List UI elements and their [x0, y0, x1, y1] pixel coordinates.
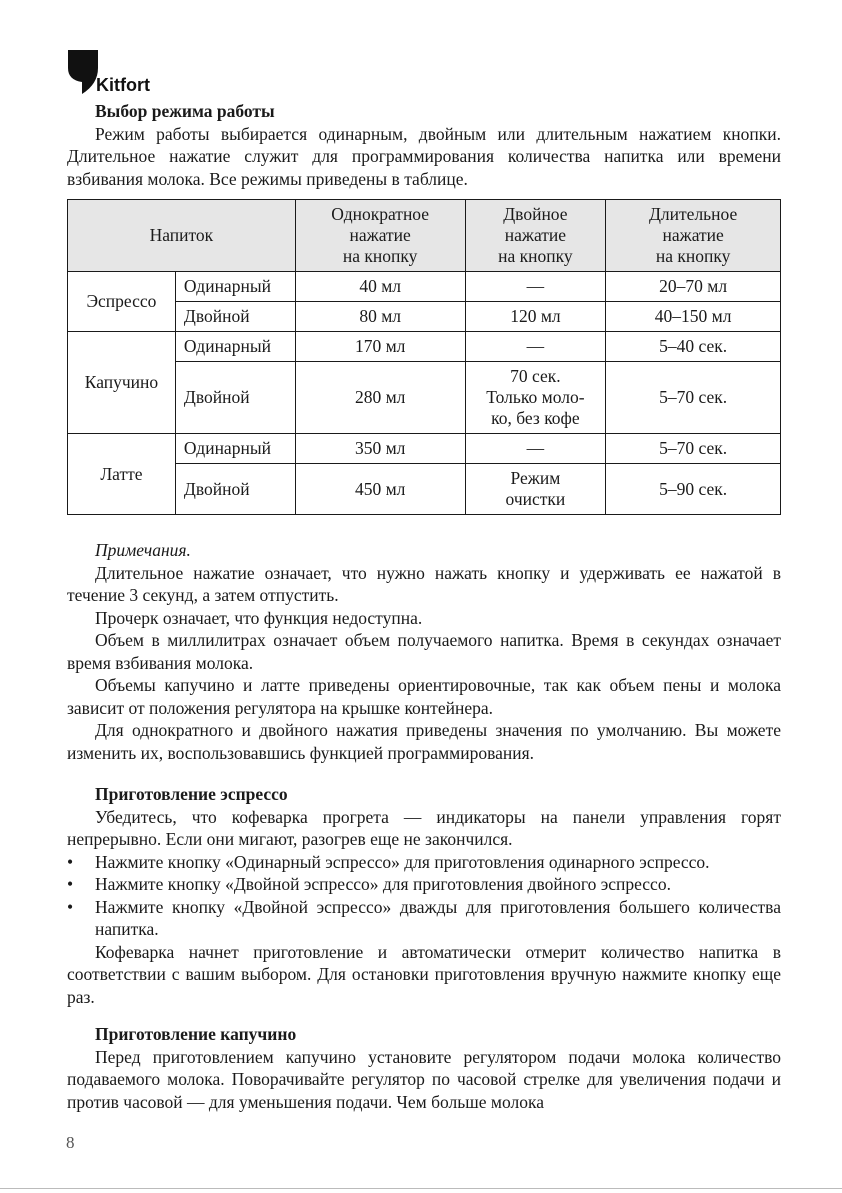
cell-single: 450 мл	[295, 464, 465, 515]
cell-long: 40–150 мл	[606, 302, 781, 332]
cell-long: 5–90 сек.	[606, 464, 781, 515]
cell-single: 80 мл	[295, 302, 465, 332]
bullet-icon: •	[67, 874, 74, 894]
list-item	[67, 873, 781, 896]
list-item-text: Нажмите кнопку «Двойной эспрессо» для приготовления двойного эспрессо.	[95, 874, 671, 894]
list-item	[67, 896, 781, 941]
cell-single: 350 мл	[295, 434, 465, 464]
notes-heading: Примечания.	[95, 540, 191, 560]
note-item: Для однократного и двойного нажатия приведены значения по умолчанию. Вы можете изменить их, воспользовавшись функцией программирования.	[67, 720, 781, 763]
cell-line: 70 сек.	[510, 366, 561, 386]
cell-single: 170 мл	[295, 332, 465, 362]
list-item	[67, 851, 781, 874]
list-item-text: Нажмите кнопку «Двойной эспрессо» дважды для приготовления большего количества напитка.	[95, 896, 781, 939]
section-title: Приготовление эспрессо	[95, 784, 288, 804]
group-cappuccino: Капучино	[68, 332, 176, 434]
group-espresso: Эспрессо	[68, 272, 176, 332]
section-intro: Убедитесь, что кофеварка прогрета — индикаторы на панели управления горят непрерывно. Если они мигают, разогрев еще не закончился.	[67, 806, 781, 849]
mode-selection-section	[67, 100, 781, 190]
kitfort-logo-icon	[68, 50, 98, 94]
modes-table	[67, 199, 781, 515]
header-long-press: Длительное нажатие на кнопку	[606, 200, 781, 272]
cell-double: —	[465, 434, 606, 464]
brand-logo	[68, 50, 150, 94]
header-drink: Напиток	[68, 200, 296, 272]
page-bottom-divider	[0, 1188, 842, 1189]
cell-long: 5–70 сек.	[606, 434, 781, 464]
table-row	[68, 362, 781, 434]
cell-type: Одинарный	[175, 434, 295, 464]
note-item: Объем в миллилитрах означает объем получаемого напитка. Время в секундах означает время взбивания молока.	[67, 630, 781, 673]
note-item: Объемы капучино и латте приведены ориентировочные, так как объем пены и молока зависит от положения регулятора на крышке контейнера.	[67, 675, 781, 718]
bullet-list	[67, 851, 781, 941]
table-row	[68, 272, 781, 302]
modes-table-wrapper	[67, 199, 781, 515]
cell-line: Режим	[510, 468, 561, 488]
notes-section	[67, 539, 781, 764]
cell-line: Только моло-	[486, 387, 585, 407]
bullet-icon: •	[67, 851, 74, 872]
cell-long: 5–40 сек.	[606, 332, 781, 362]
page-number: 8	[66, 1133, 75, 1152]
cell-type: Двойной	[175, 302, 295, 332]
cell-double: 120 мл	[465, 302, 606, 332]
table-row	[68, 332, 781, 362]
cell-type: Одинарный	[175, 332, 295, 362]
bullet-icon: •	[67, 896, 74, 917]
cell-line: очистки	[505, 489, 566, 509]
cell-single: 40 мл	[295, 272, 465, 302]
section-intro: Режим работы выбирается одинарным, двойным или длительным нажатием кнопки. Длительное нажатие служит для программирования количества напитка или времени взбивания молока. Все режимы приведены в таблице.	[67, 123, 781, 189]
cell-double-multiline	[465, 464, 606, 515]
header-single-press: Однократное нажатие на кнопку	[295, 200, 465, 272]
cell-double: —	[465, 332, 606, 362]
note-item: Длительное нажатие означает, что нужно нажать кнопку и удерживать ее нажатой в течение 3 секунд, а затем отпустить.	[67, 562, 781, 605]
section-title: Приготовление капучино	[95, 1024, 297, 1044]
note-item: Прочерк означает, что функция недоступна.	[95, 607, 423, 628]
section-intro: Перед приготовлением капучино установите регулятором подачи молока количество подаваемого молока. Поворачивайте регулятор по часовой стрелке для увеличения подачи и против часовой — для уменьшения подачи. Чем больше молока	[67, 1046, 781, 1112]
cell-type: Двойной	[175, 464, 295, 515]
cell-type: Одинарный	[175, 272, 295, 302]
cell-long: 20–70 мл	[606, 272, 781, 302]
table-row	[68, 464, 781, 515]
espresso-section	[67, 783, 781, 1008]
cappuccino-section	[67, 1023, 781, 1113]
cell-line: ко, без кофе	[491, 408, 580, 428]
group-latte: Латте	[68, 434, 176, 515]
cell-double: —	[465, 272, 606, 302]
cell-double-multiline	[465, 362, 606, 434]
cell-single: 280 мл	[295, 362, 465, 434]
logo-text: Kitfort	[96, 75, 150, 95]
section-outro: Кофеварка начнет приготовление и автоматически отмерит количество напитка в соответствии с вашим выбором. Для остановки приготовления вручную нажмите кнопку еще раз.	[67, 941, 781, 1007]
cell-type: Двойной	[175, 362, 295, 434]
section-title: Выбор режима работы	[95, 101, 275, 121]
header-double-press: Двойное нажатие на кнопку	[465, 200, 606, 272]
cell-long: 5–70 сек.	[606, 362, 781, 434]
list-item-text: Нажмите кнопку «Одинарный эспрессо» для приготовления одинарного эспрессо.	[95, 851, 710, 872]
table-header-row	[68, 200, 781, 272]
table-row	[68, 302, 781, 332]
table-row	[68, 434, 781, 464]
